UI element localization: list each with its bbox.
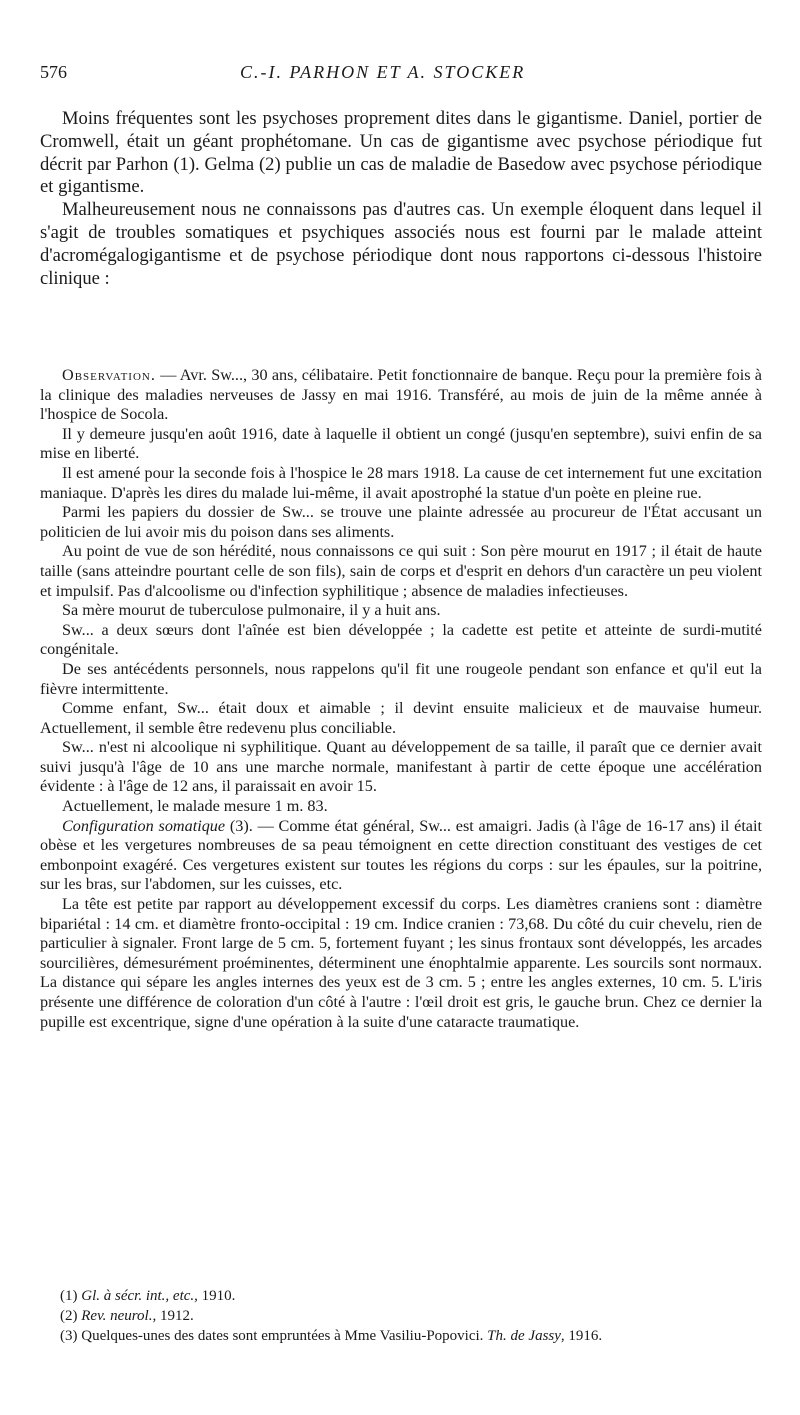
footnote-pre: Quelques-unes des dates sont empruntées à Mme Vasiliu-Popovici. xyxy=(81,1328,488,1344)
paragraph: De ses antécédents personnels, nous rappelons qu'il fit une rougeole pendant son enfance et qu'il eut la fièvre intermittente. xyxy=(40,659,762,698)
paragraph: Au point de vue de son hérédité, nous connaissons ce qui suit : Son père mourut en 1917 ; il était de haute taille (sans atteindre pourtant celle de son fils), sain de corps et d'esprit en dehors d'un caractère un peu violent et impulsif. Pas d'alcoolisme ou d'infection syphilitique ; absence de maladies infectieuses. xyxy=(40,542,762,600)
intro-section xyxy=(40,108,762,290)
observation-section xyxy=(40,366,762,1032)
paragraph: La tête est petite par rapport au développement excessif du corps. Les diamètres craniens sont : diamètre bipariétal : 14 cm. et diamètre fronto-occipital : 19 cm. Indice cranien : 73,68. Du côté du cuir chevelu, rien de particulier à signaler. Front large de 5 cm. 5, fortement fuyant ; les sinus frontaux sont développés, les arcades sourcilières, démesurément proéminentes, déterminent une énophtalmie apparente. Les sourcils sont normaux. La distance qui sépare les angles internes des yeux est de 3 cm. 5 ; entre les angles externes, 10 cm. 5. L'iris présente une différence de coloration d'un côté à l'autre : l'œil droit est gris, le gauche brun. Chez ce dernier la pupille est excentrique, signe d'une opération à la suite d'une cataracte traumatique. xyxy=(40,895,762,1031)
running-head: C.-I. PARHON ET A. STOCKER xyxy=(240,62,526,82)
paragraph: Malheureusement nous ne connaissons pas d'autres cas. Un exemple éloquent dans lequel il s'agit de troubles somatiques et psychiques associés nous est fourni par le malade atteint d'acromégalogigantisme et de psychose périodique dont nous rapportons ci-dessous l'histoire clinique : xyxy=(40,199,762,289)
configuration-text: (3). — Comme état général, Sw... est amaigri. Jadis (à l'âge de 16-17 ans) il était obèse et les vergetures nombreuses de sa peau témoignent en cette direction constituant des vestiges de cet embonpoint exagéré. Ces vergetures existent sur toutes les régions du corps : sur les épaules, sur la poitrine, sur les bras, sur l'abdomen, sur les cuisses, etc. xyxy=(40,816,762,894)
configuration-label: Configuration somatique xyxy=(62,816,226,835)
footnote xyxy=(40,1326,762,1346)
footnote-source: Gl. à sécr. int., etc. xyxy=(81,1288,195,1304)
paragraph: Sw... a deux sœurs dont l'aînée est bien développée ; la cadette est petite et atteinte de surdi-mutité congénitale. xyxy=(40,620,762,659)
footnote-number: (3) xyxy=(60,1328,78,1344)
observation-text: — Avr. Sw..., 30 ans, célibataire. Petit fonctionnaire de banque. Reçu pour la première fois à la clinique des maladies nerveuses de Jassy en mai 1916. Transféré, au mois de juin de la même année à l'hospice de Socola. xyxy=(40,366,762,424)
paragraph: Il y demeure jusqu'en août 1916, date à laquelle il obtient un congé (jusqu'en septembre), suivi enfin de sa mise en liberté. xyxy=(40,424,762,463)
paragraph: Moins fréquentes sont les psychoses proprement dites dans le gigantisme. Daniel, portier de Cromwell, était un géant prophétomane. Un cas de gigantisme avec psychose périodique fut décrit par Parhon (1). Gelma (2) publie un cas de maladie de Basedow avec psychose périodique et gigantisme. xyxy=(40,108,762,198)
footnote-rest: , 1912. xyxy=(152,1308,194,1324)
footnote-number: (1) xyxy=(60,1288,78,1304)
paragraph: Sw... n'est ni alcoolique ni syphilitique. Quant au développement de sa taille, il paraît que ce dernier avait suivi jusqu'à l'âge de 10 ans une marche normale, manifestant à partir de cette époque une accélération évidente : à l'âge de 12 ans, il paraissait en avoir 15. xyxy=(40,738,762,796)
footnote-source: Rev. neurol. xyxy=(81,1308,153,1324)
footnote xyxy=(40,1306,762,1326)
observation-intro xyxy=(40,366,762,425)
observation-label: Observation. xyxy=(62,366,156,384)
footnote-number: (2) xyxy=(60,1308,78,1324)
paragraph: Comme enfant, Sw... était doux et aimable ; il devint ensuite malicieux et de mauvaise humeur. Actuellement, il semble être redevenu plus conciliable. xyxy=(40,699,762,737)
footnotes xyxy=(40,1286,762,1346)
footnote-rest: , 1910. xyxy=(194,1288,236,1304)
paragraph: Sa mère mourut de tuberculose pulmonaire, il y a huit ans. xyxy=(62,601,441,620)
paragraph: Il est amené pour la seconde fois à l'hospice le 28 mars 1918. La cause de cet internement fut une excitation maniaque. D'après les dires du malade lui-même, il avait apostrophé la statue d'un poète en pleine rue. xyxy=(40,463,762,502)
paragraph: Parmi les papiers du dossier de Sw... se trouve une plainte adressée au procureur de l'État accusant un politicien de lui avoir mis du poison dans ses aliments. xyxy=(40,503,762,541)
footnote-rest: , 1916. xyxy=(560,1328,603,1344)
configuration-paragraph xyxy=(40,817,762,895)
page-number: 576 xyxy=(40,62,67,82)
footnote-source: Th. de Jassy xyxy=(487,1328,561,1344)
footnote xyxy=(40,1286,762,1306)
page-header xyxy=(40,62,760,88)
paragraph: Actuellement, le malade mesure 1 m. 83. xyxy=(62,797,328,816)
